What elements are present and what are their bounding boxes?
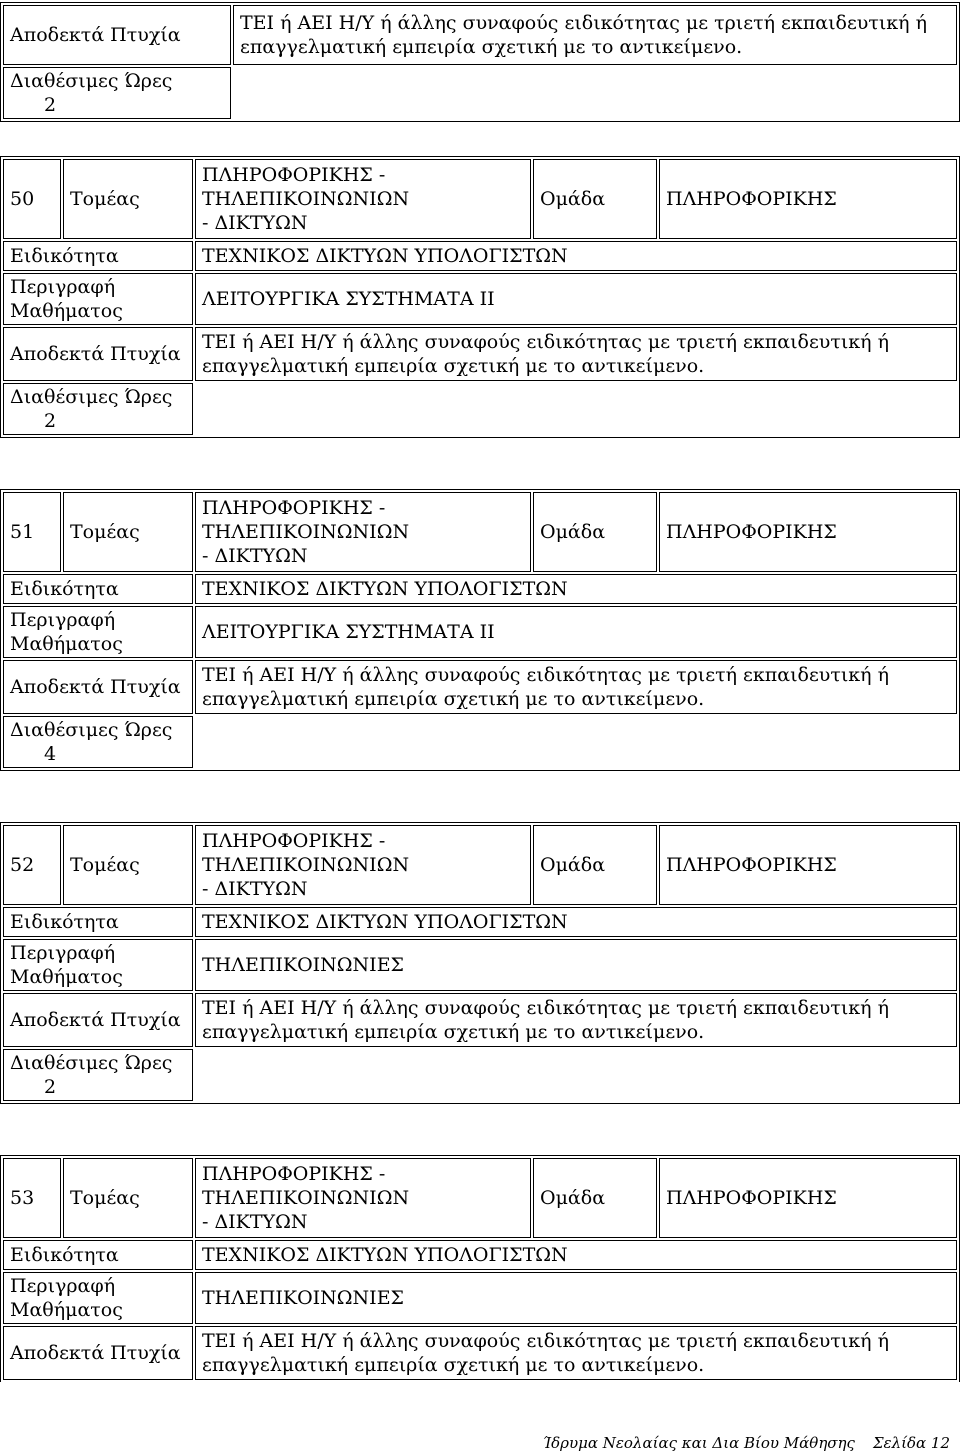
perigrafi-value: ΤΗΛΕΠΙΚΟΙΝΩΝΙΕΣ (195, 1272, 957, 1324)
ptyxia-value: ΤΕΙ ή ΑΕΙ Η/Υ ή άλλης συναφούς ειδικότητας με τριετή εκπαιδευτική ή επαγγελματική εμπειρία σχετική με το αντικείμενο. (195, 327, 957, 381)
ores-label (3, 383, 193, 435)
eidikotita-value: ΤΕΧΝΙΚΟΣ ΔΙΚΤΥΩΝ ΥΠΟΛΟΓΙΣΤΩΝ (195, 1240, 957, 1270)
course-table-fragment (0, 2, 960, 122)
omada-label: Ομάδα (533, 492, 657, 572)
tomeas-value: ΠΛΗΡΟΦΟΡΙΚΗΣ - ΤΗΛΕΠΙΚΟΙΝΩΝΙΩΝ - ΔΙΚΤΥΩΝ (195, 825, 531, 905)
omada-value: ΠΛΗΡΟΦΟΡΙΚΗΣ (659, 1158, 957, 1238)
tomeas-label: Τομέας (63, 825, 193, 905)
ores-label-text: Διαθέσιμες Ώρες (10, 386, 173, 408)
omada-label: Ομάδα (533, 825, 657, 905)
eidikotita-label: Ειδικότητα (3, 907, 193, 937)
omada-value: ΠΛΗΡΟΦΟΡΙΚΗΣ (659, 159, 957, 239)
ores-label-text: Διαθέσιμες Ώρες (10, 70, 173, 92)
ptyxia-label: Αποδεκτά Πτυχία (3, 327, 193, 381)
course-number: 53 (3, 1158, 61, 1238)
tomeas-label: Τομέας (63, 159, 193, 239)
course-table-52 (0, 822, 960, 1104)
tomeas-label: Τομέας (63, 492, 193, 572)
ptyxia-label: Αποδεκτά Πτυχία (3, 1326, 193, 1380)
perigrafi-value: ΛΕΙΤΟΥΡΓΙΚΑ ΣΥΣΤΗΜΑΤΑ ΙΙ (195, 273, 957, 325)
ptyxia-label: Αποδεκτά Πτυχία (3, 993, 193, 1047)
tomeas-value: ΠΛΗΡΟΦΟΡΙΚΗΣ - ΤΗΛΕΠΙΚΟΙΝΩΝΙΩΝ - ΔΙΚΤΥΩΝ (195, 159, 531, 239)
course-table-51 (0, 489, 960, 771)
course-number: 50 (3, 159, 61, 239)
eidikotita-value: ΤΕΧΝΙΚΟΣ ΔΙΚΤΥΩΝ ΥΠΟΛΟΓΙΣΤΩΝ (195, 907, 957, 937)
ores-value: 2 (44, 94, 57, 116)
omada-value: ΠΛΗΡΟΦΟΡΙΚΗΣ (659, 492, 957, 572)
ores-label (3, 1049, 193, 1101)
ptyxia-value: ΤΕΙ ή ΑΕΙ Η/Υ ή άλλης συναφούς ειδικότητας με τριετή εκπαιδευτική ή επαγγελματική εμπειρία σχετική με το αντικείμενο. (195, 660, 957, 714)
ptyxia-label: Αποδεκτά Πτυχία (3, 660, 193, 714)
perigrafi-label: Περιγραφή Μαθήματος (3, 939, 193, 991)
ptyxia-value: ΤΕΙ ή ΑΕΙ Η/Υ ή άλλης συναφούς ειδικότητας με τριετή εκπαιδευτική ή επαγγελματική εμπειρία σχετική με το αντικείμενο. (233, 5, 957, 65)
footer-organization: Ίδρυμα Νεολαίας και Δια Βίου Μάθησης (542, 1434, 855, 1452)
ores-value: 2 (44, 1076, 57, 1098)
eidikotita-label: Ειδικότητα (3, 1240, 193, 1270)
ptyxia-value: ΤΕΙ ή ΑΕΙ Η/Υ ή άλλης συναφούς ειδικότητας με τριετή εκπαιδευτική ή επαγγελματική εμπειρία σχετική με το αντικείμενο. (195, 1326, 957, 1380)
page-footer (525, 1434, 950, 1452)
tomeas-value: ΠΛΗΡΟΦΟΡΙΚΗΣ - ΤΗΛΕΠΙΚΟΙΝΩΝΙΩΝ - ΔΙΚΤΥΩΝ (195, 1158, 531, 1238)
perigrafi-label: Περιγραφή Μαθήματος (3, 606, 193, 658)
footer-page-number: Σελίδα 12 (872, 1434, 950, 1452)
ptyxia-label: Αποδεκτά Πτυχία (3, 5, 231, 65)
ores-label (3, 67, 231, 119)
eidikotita-label: Ειδικότητα (3, 241, 193, 271)
perigrafi-value: ΛΕΙΤΟΥΡΓΙΚΑ ΣΥΣΤΗΜΑΤΑ ΙΙ (195, 606, 957, 658)
course-number: 52 (3, 825, 61, 905)
perigrafi-label: Περιγραφή Μαθήματος (3, 1272, 193, 1324)
eidikotita-label: Ειδικότητα (3, 574, 193, 604)
ores-label-text: Διαθέσιμες Ώρες (10, 1052, 173, 1074)
perigrafi-label: Περιγραφή Μαθήματος (3, 273, 193, 325)
tomeas-label: Τομέας (63, 1158, 193, 1238)
omada-value: ΠΛΗΡΟΦΟΡΙΚΗΣ (659, 825, 957, 905)
ores-label-text: Διαθέσιμες Ώρες (10, 719, 173, 741)
omada-label: Ομάδα (533, 1158, 657, 1238)
ptyxia-value: ΤΕΙ ή ΑΕΙ Η/Υ ή άλλης συναφούς ειδικότητας με τριετή εκπαιδευτική ή επαγγελματική εμπειρία σχετική με το αντικείμενο. (195, 993, 957, 1047)
ores-value: 4 (44, 743, 57, 765)
tomeas-value: ΠΛΗΡΟΦΟΡΙΚΗΣ - ΤΗΛΕΠΙΚΟΙΝΩΝΙΩΝ - ΔΙΚΤΥΩΝ (195, 492, 531, 572)
omada-label: Ομάδα (533, 159, 657, 239)
perigrafi-value: ΤΗΛΕΠΙΚΟΙΝΩΝΙΕΣ (195, 939, 957, 991)
ores-label (3, 716, 193, 768)
eidikotita-value: ΤΕΧΝΙΚΟΣ ΔΙΚΤΥΩΝ ΥΠΟΛΟΓΙΣΤΩΝ (195, 574, 957, 604)
course-table-50 (0, 156, 960, 438)
course-number: 51 (3, 492, 61, 572)
ores-value: 2 (44, 410, 57, 432)
eidikotita-value: ΤΕΧΝΙΚΟΣ ΔΙΚΤΥΩΝ ΥΠΟΛΟΓΙΣΤΩΝ (195, 241, 957, 271)
course-table-53 (0, 1155, 960, 1382)
